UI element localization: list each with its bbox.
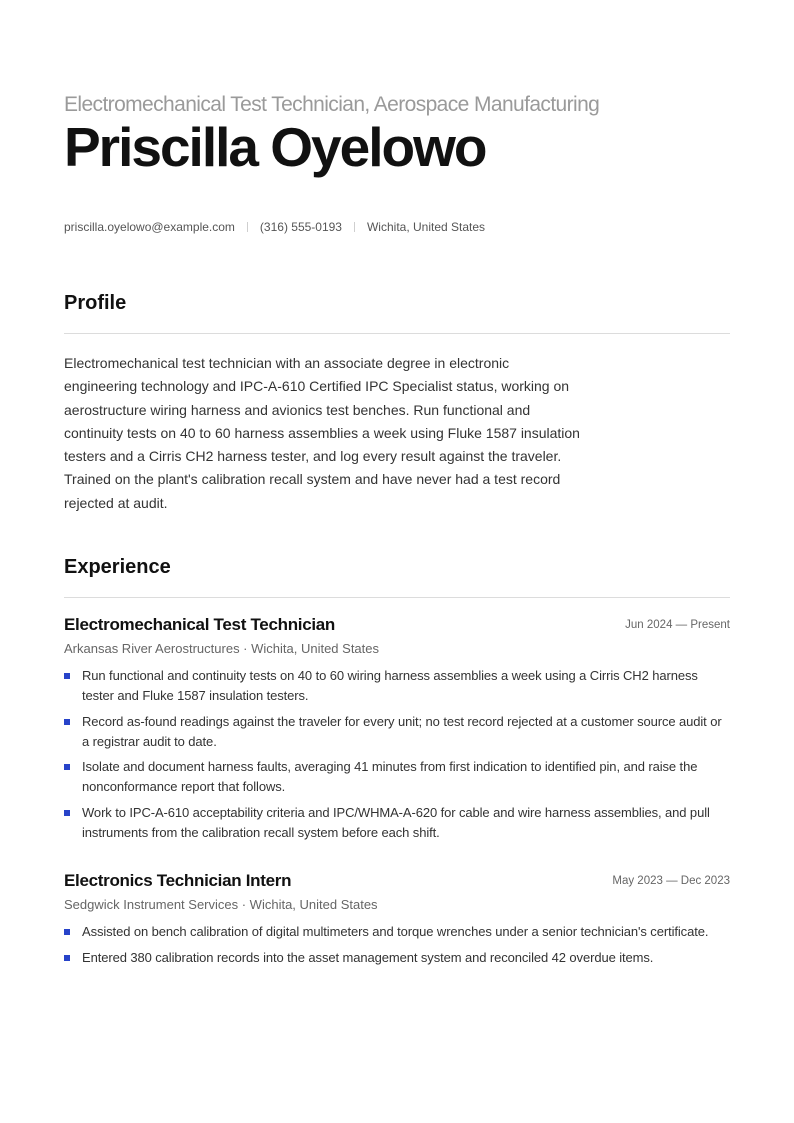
job-role: Electromechanical Test Technician [64,615,336,634]
list-item [64,803,730,843]
profile-heading: Profile [64,292,127,314]
experience-entry-header [64,615,730,639]
list-item [64,666,730,706]
bullet-text: Work to IPC-A-610 acceptability criteria and IPC/WHMA-A-620 for cable and wire harness assemblies, and pull instruments from the calibration recall system before each shift. [82,804,710,840]
experience-entry [64,615,730,848]
profile-divider [64,333,730,334]
bullet-marker [64,764,70,770]
experience-heading: Experience [64,556,171,578]
contact-divider [354,222,355,232]
list-item [64,712,730,752]
experience-entry [64,871,730,973]
bullet-marker [64,929,70,935]
bullet-marker [64,719,70,725]
contact-divider [247,222,248,232]
profile-text: Electromechanical test technician with an associate degree in electronic engineering technology and IPC-A-610 Certified IPC Specialist status, working on aerostructure wiring harness and avionics test benches. Run functional and continuity tests on 40 to 60 harness assemblies a week using Fluke 1587 insulation testers and a Cirris CH2 harness tester, and log every result against the traveler. Trained on the plant's calibration recall system and have never had a test record rejected at audit. [64,355,580,511]
bullet-text: Run functional and continuity tests on 40 to 60 wiring harness assemblies a week using a Cirris CH2 harness tester and Fluke 1587 insulation testers. [82,668,698,703]
job-title: Electromechanical Test Technician, Aerospace Manufacturing [64,93,600,116]
contact-email[interactable]: priscilla.oyelowo@example.com [64,220,235,234]
job-company: Sedgwick Instrument Services · Wichita, United States [64,897,378,912]
candidate-name: Priscilla Oyelowo [64,116,486,178]
bullet-text: Assisted on bench calibration of digital multimeters and torque wrenches under a senior technician's certificate. [82,924,709,939]
bullet-text: Isolate and document harness faults, averaging 41 minutes from first indication to identified pin, and raise the nonconformance report that follows. [82,759,698,794]
list-item [64,757,730,797]
bullet-marker [64,955,70,961]
contact-location: Wichita, United States [366,220,486,234]
bullet-marker [64,673,70,679]
job-dates: May 2023 — Dec 2023 [612,875,730,887]
job-bullets [64,922,730,968]
job-dates: Jun 2024 — Present [625,619,730,631]
job-role: Electronics Technician Intern [64,871,292,890]
job-bullets [64,666,730,843]
list-item [64,948,730,968]
experience-entry-header [64,871,730,895]
bullet-text: Entered 380 calibration records into the asset management system and reconciled 42 overdue items. [82,949,654,965]
list-item [64,922,730,942]
contact-line [64,220,485,234]
bullet-text: Record as-found readings against the traveler for every unit; no test record rejected at a customer source audit or a registrar audit to date. [82,713,722,749]
experience-divider [64,597,730,598]
bullet-marker [64,810,70,816]
contact-phone[interactable]: (316) 555-0193 [259,220,342,234]
job-company: Arkansas River Aerostructures · Wichita, United States [64,641,380,656]
